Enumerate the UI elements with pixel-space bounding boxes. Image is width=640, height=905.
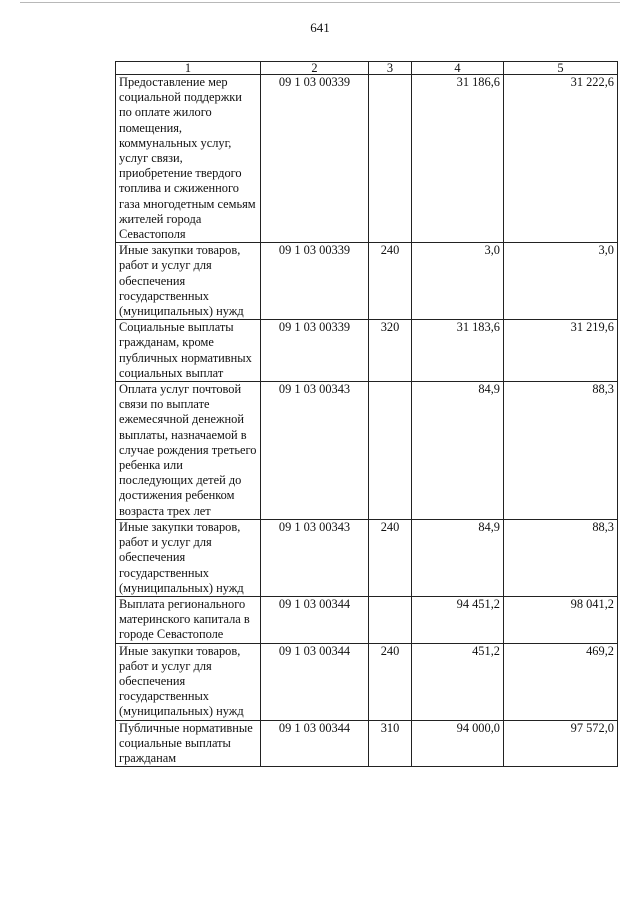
row-name: Социальные выплаты гражданам, кроме публичных нормативных социальных выплат	[116, 320, 261, 382]
row-type	[369, 382, 412, 520]
row-name: Предоставление мер социальной поддержки по оплате жилого помещения, коммунальных услуг, услуг связи, приобретение твердого топлива и сжиженного газа многодетным семьям жителей города Севастополя	[116, 75, 261, 243]
row-value-col5: 31 222,6	[504, 75, 618, 243]
row-type: 310	[369, 720, 412, 767]
row-code: 09 1 03 00343	[261, 519, 369, 596]
budget-table	[115, 61, 618, 767]
row-value-col5: 31 219,6	[504, 320, 618, 382]
row-code: 09 1 03 00339	[261, 75, 369, 243]
table-row	[116, 596, 618, 643]
row-code: 09 1 03 00339	[261, 243, 369, 320]
row-code: 09 1 03 00344	[261, 720, 369, 767]
row-name: Иные закупки товаров, работ и услуг для обеспечения государственных (муниципальных) нужд	[116, 519, 261, 596]
row-value-col4: 31 183,6	[412, 320, 504, 382]
row-value-col4: 94 451,2	[412, 596, 504, 643]
table-row	[116, 720, 618, 767]
table-header-row	[116, 62, 618, 75]
row-code: 09 1 03 00344	[261, 596, 369, 643]
page-number: 641	[310, 20, 330, 35]
row-type	[369, 596, 412, 643]
row-type: 240	[369, 243, 412, 320]
row-value-col5: 3,0	[504, 243, 618, 320]
row-name: Иные закупки товаров, работ и услуг для обеспечения государственных (муниципальных) нужд	[116, 243, 261, 320]
row-value-col5: 88,3	[504, 519, 618, 596]
row-type	[369, 75, 412, 243]
table-row	[116, 243, 618, 320]
row-value-col5: 97 572,0	[504, 720, 618, 767]
column-header-3: 3	[369, 62, 412, 75]
table-row	[116, 382, 618, 520]
row-code: 09 1 03 00343	[261, 382, 369, 520]
table-row	[116, 519, 618, 596]
row-value-col5: 88,3	[504, 382, 618, 520]
row-value-col5: 98 041,2	[504, 596, 618, 643]
row-type: 240	[369, 519, 412, 596]
row-value-col4: 451,2	[412, 643, 504, 720]
table-row	[116, 320, 618, 382]
column-header-5: 5	[504, 62, 618, 75]
table-row	[116, 643, 618, 720]
row-name: Выплата регионального материнского капитала в городе Севастополе	[116, 596, 261, 643]
table-row	[116, 75, 618, 243]
scan-edge-line-top	[20, 2, 620, 3]
row-value-col4: 94 000,0	[412, 720, 504, 767]
row-name: Публичные нормативные социальные выплаты гражданам	[116, 720, 261, 767]
row-value-col4: 84,9	[412, 382, 504, 520]
column-header-2: 2	[261, 62, 369, 75]
column-header-4: 4	[412, 62, 504, 75]
row-value-col4: 31 186,6	[412, 75, 504, 243]
row-name: Оплата услуг почтовой связи по выплате ежемесячной денежной выплаты, назначаемой в случае рождения третьего ребенка или последующих детей до достижения ребенком возраста трех лет	[116, 382, 261, 520]
row-value-col5: 469,2	[504, 643, 618, 720]
row-code: 09 1 03 00344	[261, 643, 369, 720]
column-header-1: 1	[116, 62, 261, 75]
row-name: Иные закупки товаров, работ и услуг для обеспечения государственных (муниципальных) нужд	[116, 643, 261, 720]
row-value-col4: 84,9	[412, 519, 504, 596]
row-type: 240	[369, 643, 412, 720]
row-type: 320	[369, 320, 412, 382]
row-value-col4: 3,0	[412, 243, 504, 320]
row-code: 09 1 03 00339	[261, 320, 369, 382]
